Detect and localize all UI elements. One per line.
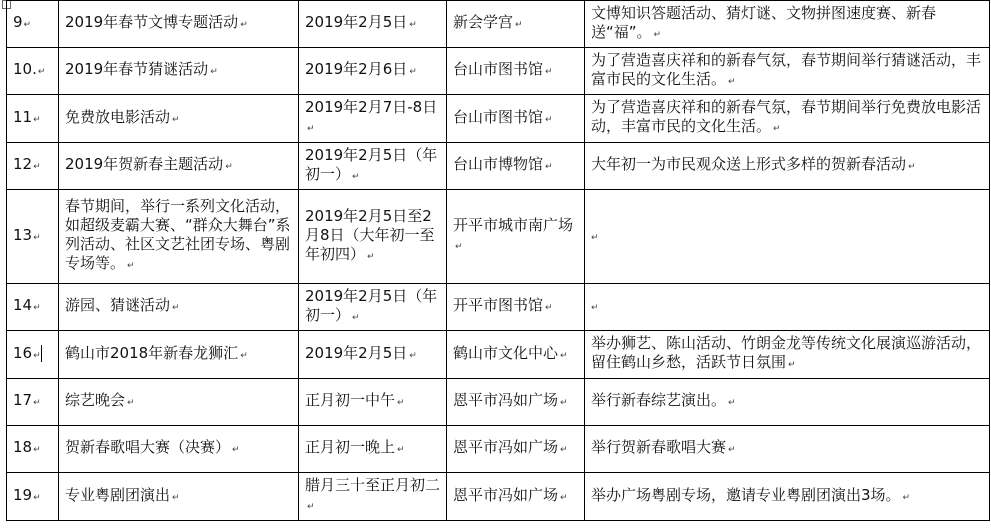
cell-date[interactable]: [299, 48, 447, 95]
cell-end-mark: ↵: [127, 261, 135, 271]
cell-end-mark: ↵: [409, 67, 417, 77]
row-number: 18 ↵: [13, 438, 41, 456]
event-name: 春节期间，举行一系列文化活动，如超级麦霸大赛、“群众大舞台”系列活动、社区文艺社团专场、粤剧专场等。: [65, 197, 291, 272]
row-number: 16 ↵: [13, 344, 41, 362]
cell-venue[interactable]: [447, 1, 585, 48]
cell-venue[interactable]: [447, 95, 585, 143]
event-venue: 台山市图书馆: [453, 107, 544, 126]
cell-end-mark: ↵: [545, 67, 553, 77]
event-description: 文博知识答题活动、猜灯谜、文物拼图速度赛、新春送“福”。: [591, 3, 937, 41]
cell-date[interactable]: [299, 426, 447, 473]
cell-end-mark: ↵: [728, 76, 736, 87]
cell-end-mark: ↵: [560, 492, 568, 503]
cell-end-mark: ↵: [591, 303, 599, 313]
cell-number[interactable]: [7, 143, 59, 190]
event-description: 举行新春综艺演出。: [591, 391, 727, 409]
event-description: 举办狮艺、陈山活动、竹朗金龙等传统文化展演巡游活动，留住鹤山乡愁，活跃节日氛围: [591, 334, 982, 371]
event-description: 大年初一为市民观众送上形式多样的贺新春活动: [591, 155, 907, 173]
event-venue: 开平市城市南广场: [453, 216, 574, 234]
event-date: 2019年2月5日（年初一）: [305, 145, 438, 183]
cell-end-mark: ↵: [240, 350, 248, 361]
row-number: 19 ↵: [13, 486, 41, 504]
event-description: 为了营造喜庆祥和的新春气氛，春节期间举行猜谜活动，丰富市民的文化生活。: [591, 50, 982, 88]
cell-event-name[interactable]: [59, 48, 299, 95]
cell-end-mark: ↵: [307, 502, 315, 512]
cell-event-name[interactable]: [59, 473, 299, 521]
event-date: 2019年2月5日: [305, 13, 408, 31]
cell-date[interactable]: [299, 1, 447, 48]
cell-description[interactable]: [585, 190, 990, 284]
event-venue: 恩平市冯如广场: [453, 391, 559, 409]
event-name: 贺新春歌唱大赛（决赛）: [65, 438, 231, 456]
cell-end-mark: ↵: [307, 124, 315, 134]
cell-description[interactable]: [585, 95, 990, 143]
cell-venue[interactable]: [447, 379, 585, 426]
event-name: 鹤山市2018年新春龙狮汇: [65, 343, 239, 362]
cell-end-mark: ↵: [172, 114, 180, 125]
event-date: 腊月三十至正月初二: [305, 476, 441, 494]
table-row: [7, 473, 990, 521]
event-name: 免费放电影活动: [65, 107, 171, 126]
cell-description[interactable]: [585, 284, 990, 331]
cell-date[interactable]: [299, 95, 447, 143]
cell-date[interactable]: [299, 143, 447, 190]
cell-end-mark: ↵: [560, 398, 568, 408]
cell-date[interactable]: [299, 473, 447, 521]
cell-description[interactable]: [585, 1, 990, 48]
cell-end-mark: ↵: [653, 29, 662, 40]
event-date: 正月初一中午: [305, 391, 396, 409]
cell-event-name[interactable]: [59, 95, 299, 143]
event-name: 2019年贺新春主题活动: [65, 155, 224, 173]
row-number: 13 ↵: [13, 226, 41, 244]
cell-end-mark: ↵: [545, 162, 553, 172]
cell-venue[interactable]: [447, 331, 585, 379]
cell-description[interactable]: [585, 426, 990, 473]
row-number: 9 ↵: [13, 13, 31, 31]
cell-end-mark: ↵: [127, 398, 135, 408]
event-venue: 新会学宫: [453, 13, 514, 31]
cell-date[interactable]: [299, 379, 447, 426]
cell-description[interactable]: [585, 331, 990, 379]
cell-event-name[interactable]: [59, 379, 299, 426]
cell-number[interactable]: [7, 426, 59, 473]
table-row: [7, 426, 990, 473]
cell-venue[interactable]: [447, 143, 585, 190]
cell-end-mark: ↵: [560, 445, 568, 455]
cell-end-mark: ↵: [232, 445, 240, 455]
event-name: 2019年春节猜谜活动: [65, 60, 209, 78]
table-row: [7, 379, 990, 426]
event-name: 2019年春节文博专题活动: [65, 13, 239, 31]
event-venue: 台山市图书馆: [453, 60, 544, 78]
cell-number[interactable]: [7, 379, 59, 426]
cell-number[interactable]: [7, 284, 59, 331]
event-date: 正月初一晚上: [305, 438, 396, 456]
cell-end-mark: ↵: [455, 242, 463, 252]
cell-end-mark: ↵: [352, 171, 360, 182]
table-row: [7, 143, 990, 190]
table-row: [7, 95, 990, 143]
cell-number[interactable]: [7, 95, 59, 143]
cell-number[interactable]: [7, 1, 59, 48]
cell-end-mark: ↵: [728, 398, 736, 408]
cell-end-mark: ↵: [545, 303, 553, 313]
event-venue: 恩平市冯如广场: [453, 485, 559, 504]
text-cursor: [41, 345, 42, 362]
event-date: 2019年2月7日-8日: [305, 98, 438, 116]
cell-event-name[interactable]: [59, 284, 299, 331]
event-description: 举办广场粤剧专场，邀请专业粤剧团演出3场。: [591, 485, 901, 504]
cell-description[interactable]: [585, 473, 990, 521]
cell-end-mark: ↵: [240, 20, 248, 30]
cell-end-mark: ↵: [788, 360, 796, 370]
cell-event-name[interactable]: [59, 1, 299, 48]
table-row: [7, 284, 990, 331]
cell-end-mark: ↵: [560, 350, 568, 361]
event-name: 专业粤剧团演出: [65, 485, 171, 504]
event-venue: 开平市图书馆: [453, 296, 544, 314]
table-row: [7, 48, 990, 95]
event-date: 2019年2月5日（年初一）: [305, 286, 438, 324]
cell-end-mark: ↵: [352, 312, 360, 323]
cell-date[interactable]: [299, 331, 447, 379]
cell-number[interactable]: [7, 190, 59, 284]
cell-end-mark: ↵: [397, 445, 405, 455]
cell-event-name[interactable]: [59, 331, 299, 379]
event-venue: 恩平市冯如广场: [453, 438, 559, 456]
cell-description[interactable]: [585, 379, 990, 426]
event-name: 综艺晚会: [65, 391, 126, 409]
cell-venue[interactable]: [447, 190, 585, 284]
cell-end-mark: ↵: [773, 124, 781, 134]
cell-end-mark: ↵: [172, 492, 180, 503]
cell-event-name[interactable]: [59, 190, 299, 284]
cell-venue[interactable]: [447, 473, 585, 521]
event-description: 为了营造喜庆祥和的新春气氛，春节期间举行免费放电影活动，丰富市民的文化生活。: [591, 98, 982, 135]
cell-end-mark: ↵: [210, 67, 218, 77]
cell-end-mark: ↵: [367, 251, 375, 262]
cell-end-mark: ↵: [908, 162, 916, 172]
cell-description[interactable]: [585, 143, 990, 190]
cell-venue[interactable]: [447, 48, 585, 95]
row-number: 12 ↵: [13, 155, 41, 173]
cell-end-mark: ↵: [397, 398, 405, 408]
events-table: [6, 0, 990, 521]
table-row: [7, 190, 990, 284]
table-row: [7, 1, 990, 48]
cell-event-name[interactable]: [59, 426, 299, 473]
row-number: 14 ↵: [13, 296, 41, 314]
event-date: 2019年2月5日至2月8日（大年初一至年初四）: [305, 206, 435, 263]
cell-end-mark: ↵: [591, 232, 599, 243]
cell-date[interactable]: [299, 284, 447, 331]
cell-end-mark: ↵: [545, 114, 553, 125]
cell-event-name[interactable]: [59, 143, 299, 190]
event-description: 举行贺新春歌唱大赛: [591, 438, 727, 456]
event-date: 2019年2月6日: [305, 60, 408, 78]
cell-end-mark: ↵: [728, 445, 736, 455]
cell-end-mark: ↵: [409, 350, 417, 361]
event-date: 2019年2月5日: [305, 343, 408, 362]
event-venue: 鹤山市文化中心: [453, 343, 559, 362]
row-number: 17 ↵: [13, 391, 41, 409]
cell-number[interactable]: [7, 473, 59, 521]
event-venue: 台山市博物馆: [453, 155, 544, 173]
cell-description[interactable]: [585, 48, 990, 95]
cell-end-mark: ↵: [902, 492, 911, 503]
cell-venue[interactable]: [447, 284, 585, 331]
cell-end-mark: ↵: [172, 303, 180, 313]
cell-venue[interactable]: [447, 426, 585, 473]
table-row: [7, 331, 990, 379]
cell-end-mark: ↵: [225, 162, 233, 172]
cell-number[interactable]: [7, 48, 59, 95]
row-number: 10. ↵: [13, 60, 45, 78]
event-name: 游园、猜谜活动: [65, 296, 171, 314]
row-number: 11 ↵: [13, 108, 41, 126]
cell-end-mark: ↵: [409, 20, 417, 30]
cell-date[interactable]: [299, 190, 447, 284]
cell-end-mark: ↵: [515, 20, 523, 30]
cell-number[interactable]: [7, 331, 59, 379]
